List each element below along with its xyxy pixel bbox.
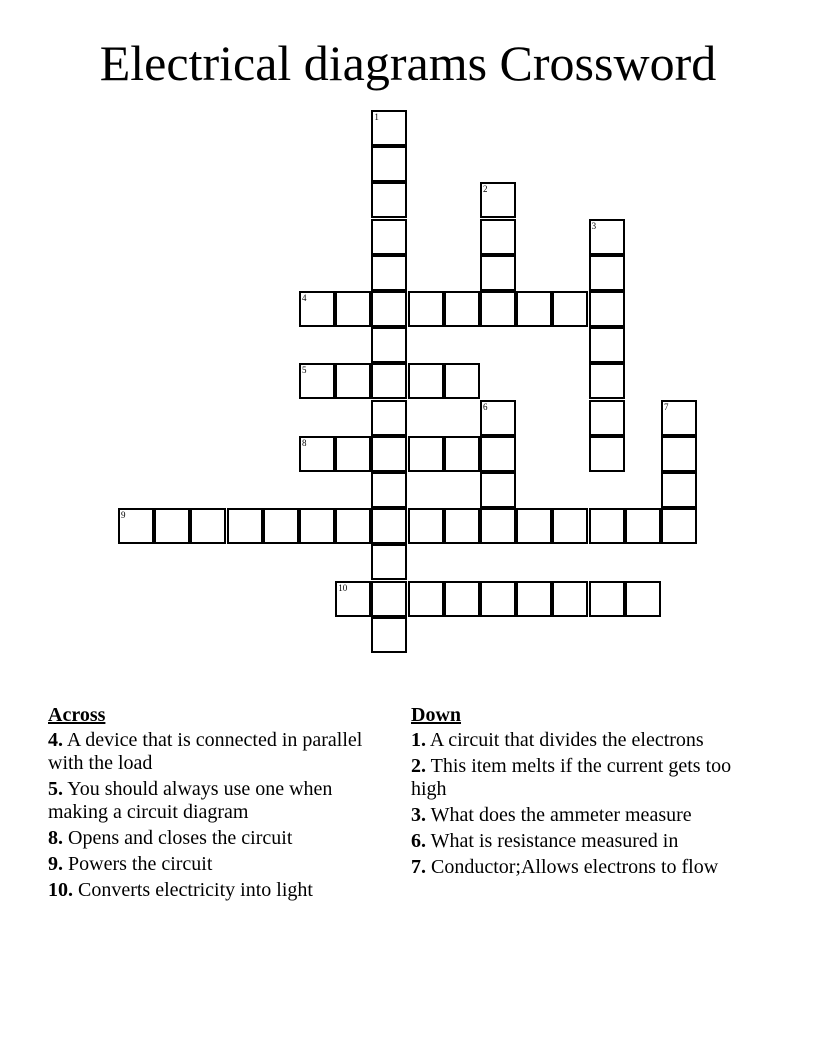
grid-cell[interactable] [371, 508, 407, 544]
grid-cell[interactable] [444, 291, 480, 327]
grid-cell[interactable] [661, 508, 697, 544]
clue-text: What does the ammeter measure [426, 804, 692, 826]
grid-cell[interactable] [299, 291, 335, 327]
grid-cell[interactable] [371, 327, 407, 363]
grid-cell[interactable] [335, 436, 371, 472]
grid-cell[interactable] [371, 436, 407, 472]
down-clues [411, 703, 751, 882]
grid-cell[interactable] [299, 508, 335, 544]
grid-cell[interactable] [444, 508, 480, 544]
across-clue [48, 778, 378, 824]
clue-text: A device that is connected in parallel with the load [48, 729, 363, 774]
grid-cell[interactable] [371, 581, 407, 617]
grid-cell[interactable] [480, 219, 516, 255]
grid-cell[interactable] [589, 219, 625, 255]
cell-number: 5 [302, 365, 307, 376]
down-clue [411, 729, 751, 752]
clue-number: 4. [48, 729, 63, 751]
grid-cell[interactable] [335, 363, 371, 399]
clue-text: Powers the circuit [63, 853, 213, 875]
grid-cell[interactable] [480, 400, 516, 436]
grid-cell[interactable] [371, 544, 407, 580]
clue-number: 5. [48, 778, 63, 800]
clue-text: A circuit that divides the electrons [426, 729, 704, 751]
grid-cell[interactable] [625, 508, 661, 544]
grid-cell[interactable] [480, 291, 516, 327]
grid-cell[interactable] [371, 255, 407, 291]
clue-number: 3. [411, 804, 426, 826]
grid-cell[interactable] [371, 363, 407, 399]
grid-cell[interactable] [299, 363, 335, 399]
clue-text: What is resistance measured in [426, 830, 679, 852]
grid-cell[interactable] [516, 291, 552, 327]
grid-cell[interactable] [589, 255, 625, 291]
cell-number: 6 [483, 401, 488, 412]
grid-cell[interactable] [335, 508, 371, 544]
cell-number: 7 [664, 401, 669, 412]
grid-cell[interactable] [552, 291, 588, 327]
down-clue [411, 755, 751, 801]
grid-cell[interactable] [408, 581, 444, 617]
across-clue [48, 827, 378, 850]
grid-cell[interactable] [444, 436, 480, 472]
cell-number: 2 [483, 184, 488, 195]
cell-number: 3 [591, 220, 597, 231]
grid-cell[interactable] [335, 291, 371, 327]
down-heading: Down [411, 704, 462, 726]
grid-cell[interactable] [371, 617, 407, 653]
grid-cell[interactable] [625, 581, 661, 617]
grid-cell[interactable] [661, 472, 697, 508]
grid-cell[interactable] [480, 472, 516, 508]
clue-number: 7. [411, 856, 426, 878]
grid-cell[interactable] [190, 508, 226, 544]
clue-number: 8. [48, 827, 63, 849]
cell-number: 10 [338, 582, 348, 593]
clue-number: 6. [411, 830, 426, 852]
grid-cell[interactable] [371, 472, 407, 508]
grid-cell[interactable] [408, 291, 444, 327]
grid-cell[interactable] [371, 110, 407, 146]
grid-cell[interactable] [661, 436, 697, 472]
clue-text: This item melts if the current gets too high [411, 755, 732, 800]
grid-cell[interactable] [299, 436, 335, 472]
grid-cell[interactable] [480, 182, 516, 218]
clue-number: 2. [411, 755, 426, 777]
grid-cell[interactable] [371, 219, 407, 255]
cell-number: 4 [302, 293, 307, 303]
clue-text: You should always use one when making a circuit diagram [48, 778, 333, 823]
grid-cell[interactable] [408, 436, 444, 472]
grid-cell[interactable] [444, 363, 480, 399]
grid-cell[interactable] [227, 508, 263, 544]
grid-cell[interactable] [154, 508, 190, 544]
grid-cell[interactable] [480, 255, 516, 291]
grid-cell[interactable] [516, 581, 552, 617]
grid-cell[interactable] [589, 327, 625, 363]
across-clues [48, 703, 378, 905]
grid-cell[interactable] [371, 146, 407, 182]
clue-number: 9. [48, 853, 63, 875]
cell-number: 9 [121, 510, 126, 521]
grid-cell[interactable] [263, 508, 299, 544]
down-clue [411, 856, 751, 879]
across-clue [48, 729, 378, 775]
grid-cell[interactable] [335, 581, 371, 617]
grid-cell[interactable] [552, 508, 588, 544]
grid-cell[interactable] [118, 508, 154, 544]
grid-cell[interactable] [371, 400, 407, 436]
cell-number: 8 [302, 437, 307, 448]
grid-cell[interactable] [444, 581, 480, 617]
grid-cell[interactable] [371, 182, 407, 218]
across-clue [48, 853, 378, 876]
down-clue [411, 830, 751, 853]
puzzle-title: Electrical diagrams Crossword [99, 35, 717, 91]
grid-cell[interactable] [480, 508, 516, 544]
clue-text: Converts electricity into light [73, 879, 313, 901]
clue-text: Opens and closes the circuit [63, 827, 293, 849]
grid-cell[interactable] [408, 363, 444, 399]
clue-number: 1. [411, 729, 426, 751]
grid-cell[interactable] [589, 400, 625, 436]
cell-number: 1 [374, 112, 379, 122]
across-heading: Across [48, 704, 106, 726]
grid-cell[interactable] [589, 508, 625, 544]
down-clue [411, 804, 751, 827]
grid-cell[interactable] [661, 400, 697, 436]
grid-cell[interactable] [480, 436, 516, 472]
grid-cell[interactable] [589, 363, 625, 399]
grid-cell[interactable] [552, 581, 588, 617]
grid-cell[interactable] [589, 581, 625, 617]
grid-cell[interactable] [371, 291, 407, 327]
across-clue [48, 879, 378, 902]
grid-cell[interactable] [408, 508, 444, 544]
grid-cell[interactable] [516, 508, 552, 544]
grid-cell[interactable] [480, 581, 516, 617]
clue-number: 10. [48, 879, 73, 901]
grid-cell[interactable] [589, 436, 625, 472]
grid-cell[interactable] [589, 291, 625, 327]
clue-text: Conductor;Allows electrons to flow [426, 856, 719, 878]
